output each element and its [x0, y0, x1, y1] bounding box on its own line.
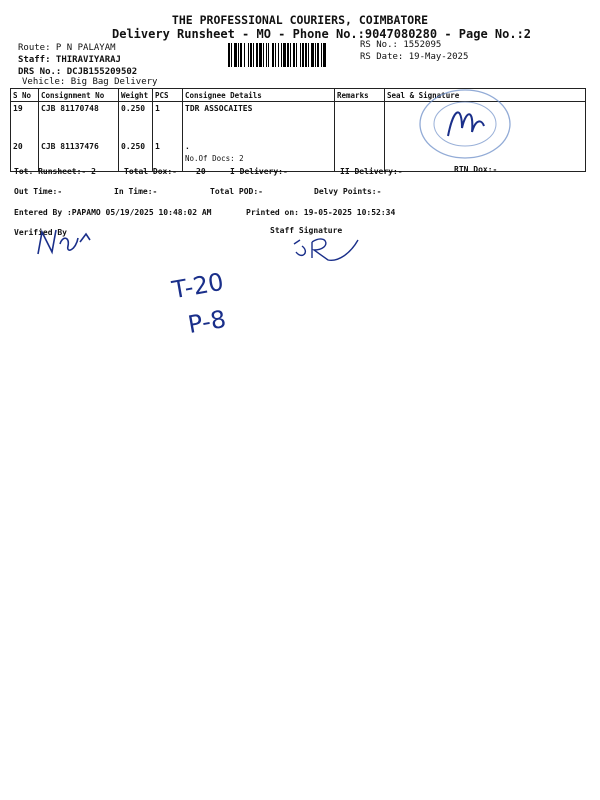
row-weight: 0.250	[119, 140, 153, 172]
barcode-bar	[250, 43, 252, 67]
handwritten-note-pending: P-8	[185, 304, 229, 340]
barcode-bar	[283, 43, 286, 67]
row-consignment: CJB 81137476	[39, 140, 119, 172]
row-consignee: TDR ASSOCAITES	[183, 102, 335, 140]
barcode-bar	[275, 43, 276, 67]
barcode-bar	[290, 43, 291, 67]
barcode-bar	[293, 43, 295, 67]
company-seal-stamp	[418, 88, 512, 160]
col-consignee: Consignee Details	[183, 89, 335, 102]
out-time: Out Time:-	[14, 187, 63, 196]
vehicle-label: Vehicle: Big Bag Delivery	[22, 77, 158, 87]
barcode-bar	[259, 43, 262, 67]
entered-by: Entered By :PAPAMO 05/19/2025 10:48:02 AM	[14, 208, 212, 217]
barcode-bar	[296, 43, 297, 67]
total-runsheet: Tot. Runsheet:- 2	[14, 167, 96, 176]
total-dox-value: 20	[196, 167, 206, 176]
staff-signature-label: Staff Signature	[270, 226, 343, 235]
barcode-bar	[272, 43, 274, 67]
barcode-bar	[321, 43, 322, 67]
barcode-bar	[317, 43, 319, 67]
company-title: THE PROFESSIONAL COURIERS, COIMBATORE	[171, 13, 429, 27]
barcode-bar	[266, 43, 267, 67]
barcode-bar	[256, 43, 258, 67]
runsheet-title: Delivery Runsheet - MO - Phone No.:9047080280 - Page No.:2	[112, 27, 532, 41]
row-sno: 19	[11, 102, 39, 140]
barcode-bar	[240, 43, 242, 67]
barcode-bar	[305, 43, 307, 67]
barcode-bar	[323, 43, 326, 67]
barcode-bar	[300, 43, 301, 67]
staff-signature	[288, 230, 368, 264]
rtn-dox: RTN Dox:-	[454, 165, 498, 174]
route-label: Route: P N PALAYAM	[18, 43, 116, 53]
barcode-bar	[263, 43, 264, 67]
col-sno: S No	[11, 89, 39, 102]
col-weight: Weight	[119, 89, 153, 102]
barcode-bar	[278, 43, 279, 67]
verifier-signature	[30, 224, 100, 260]
total-dox-label: Total Dox:-	[124, 167, 177, 176]
in-time: In Time:-	[114, 187, 158, 196]
barcode-bar	[244, 43, 245, 67]
row-weight: 0.250	[119, 102, 153, 140]
staff-label: Staff: THIRAVIYARAJ	[18, 55, 121, 65]
i-delivery: I Delivery:-	[230, 167, 288, 176]
printed-on: Printed on: 19-05-2025 10:52:34	[246, 208, 396, 217]
barcode-bar	[302, 43, 304, 67]
barcode-bar	[248, 43, 249, 67]
barcode-bar	[311, 43, 314, 67]
barcode-bar	[238, 43, 239, 67]
total-pod: Total POD:-	[210, 187, 263, 196]
barcode-bar	[281, 43, 282, 67]
row-pcs: 1	[153, 102, 183, 140]
rs-date: RS Date: 19-May-2025	[360, 52, 469, 62]
rs-number: RS No.: 1552095	[360, 40, 442, 50]
barcode	[228, 43, 346, 67]
col-remarks: Remarks	[335, 89, 385, 102]
ii-delivery: II Delivery:-	[340, 167, 403, 176]
barcode-bar	[231, 43, 232, 67]
barcode-bar	[308, 43, 309, 67]
col-pcs: PCS	[153, 89, 183, 102]
col-seal-signature: Seal & Signature	[385, 89, 586, 102]
col-consignment: Consignment No	[39, 89, 119, 102]
row-pcs: 1	[153, 140, 183, 172]
barcode-bar	[234, 43, 237, 67]
delvy-points: Delvy Points:-	[314, 187, 382, 196]
verified-by-label: Verified By	[14, 228, 67, 237]
row-remarks	[335, 102, 385, 140]
drs-number: DRS No.: DCJB155209502	[18, 67, 138, 77]
row-consignment: CJB 81170748	[39, 102, 119, 140]
barcode-bar	[253, 43, 254, 67]
barcode-bar	[315, 43, 316, 67]
barcode-bar	[268, 43, 269, 67]
barcode-bar	[228, 43, 230, 67]
handwritten-note-total: T-20	[169, 267, 226, 305]
row-doc-count: No.Of Docs: 2	[185, 153, 244, 163]
row-sno: 20	[11, 140, 39, 172]
row-consignee-name: .	[185, 141, 190, 151]
barcode-bar	[287, 43, 289, 67]
